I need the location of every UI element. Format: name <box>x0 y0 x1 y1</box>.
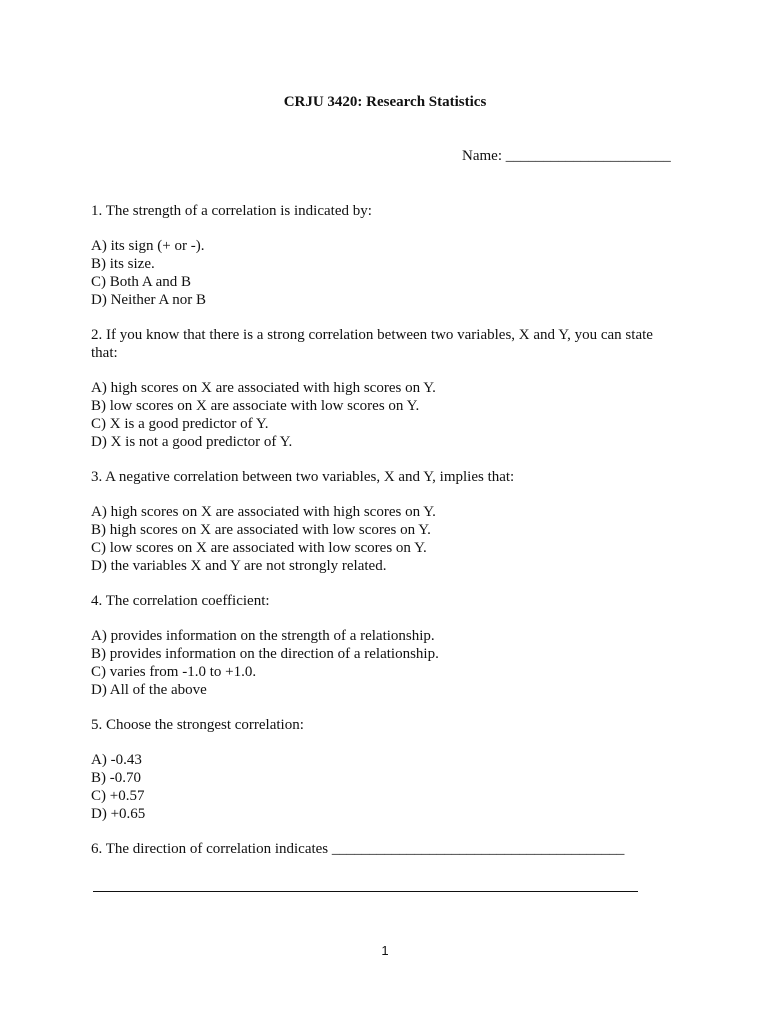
questions-list <box>91 202 671 875</box>
option-c: C) X is a good predictor of Y. <box>91 416 269 432</box>
option-d: D) Neither A nor B <box>91 292 206 308</box>
option-b: B) provides information on the direction of a relationship. <box>91 646 439 662</box>
option-c: C) Both A and B <box>91 274 192 290</box>
option-a: A) high scores on X are associated with high scores on Y. <box>91 380 436 396</box>
option-c: C) low scores on X are associated with low scores on Y. <box>91 540 427 556</box>
option-a: A) -0.43 <box>91 752 142 768</box>
question-5-options <box>91 751 671 823</box>
question-3-options <box>91 503 671 575</box>
question-2-stem: 2. If you know that there is a strong correlation between two variables, X and Y, you can state that: <box>91 327 653 361</box>
option-a: A) provides information on the strength of a relationship. <box>91 628 435 644</box>
question-1-stem: 1. The strength of a correlation is indicated by: <box>91 203 372 219</box>
option-d: D) +0.65 <box>91 806 146 822</box>
answer-blank-line[interactable] <box>93 891 638 892</box>
question-6-stem[interactable]: 6. The direction of correlation indicates _______________________________________ <box>91 841 625 857</box>
question-4-stem: 4. The correlation coefficient: <box>91 593 270 609</box>
question-1-options <box>91 237 671 309</box>
option-b: B) low scores on X are associate with low scores on Y. <box>91 398 420 414</box>
option-b: B) its size. <box>91 256 155 272</box>
question-4-options <box>91 627 671 699</box>
question-2-options <box>91 379 671 451</box>
option-d: D) All of the above <box>91 682 207 698</box>
document-title: CRJU 3420: Research Statistics <box>283 94 487 110</box>
option-c: C) varies from -1.0 to +1.0. <box>91 664 257 680</box>
option-c: C) +0.57 <box>91 788 145 804</box>
option-b: B) -0.70 <box>91 770 141 786</box>
option-a: A) its sign (+ or -). <box>91 238 205 254</box>
page-number: 1 <box>381 943 389 958</box>
option-d: D) X is not a good predictor of Y. <box>91 434 293 450</box>
option-d: D) the variables X and Y are not strongly related. <box>91 558 387 574</box>
option-b: B) high scores on X are associated with low scores on Y. <box>91 522 431 538</box>
option-a: A) high scores on X are associated with high scores on Y. <box>91 504 436 520</box>
question-5-stem: 5. Choose the strongest correlation: <box>91 717 304 733</box>
question-3-stem: 3. A negative correlation between two variables, X and Y, implies that: <box>91 469 515 485</box>
name-field[interactable]: Name: ______________________ <box>462 148 671 164</box>
